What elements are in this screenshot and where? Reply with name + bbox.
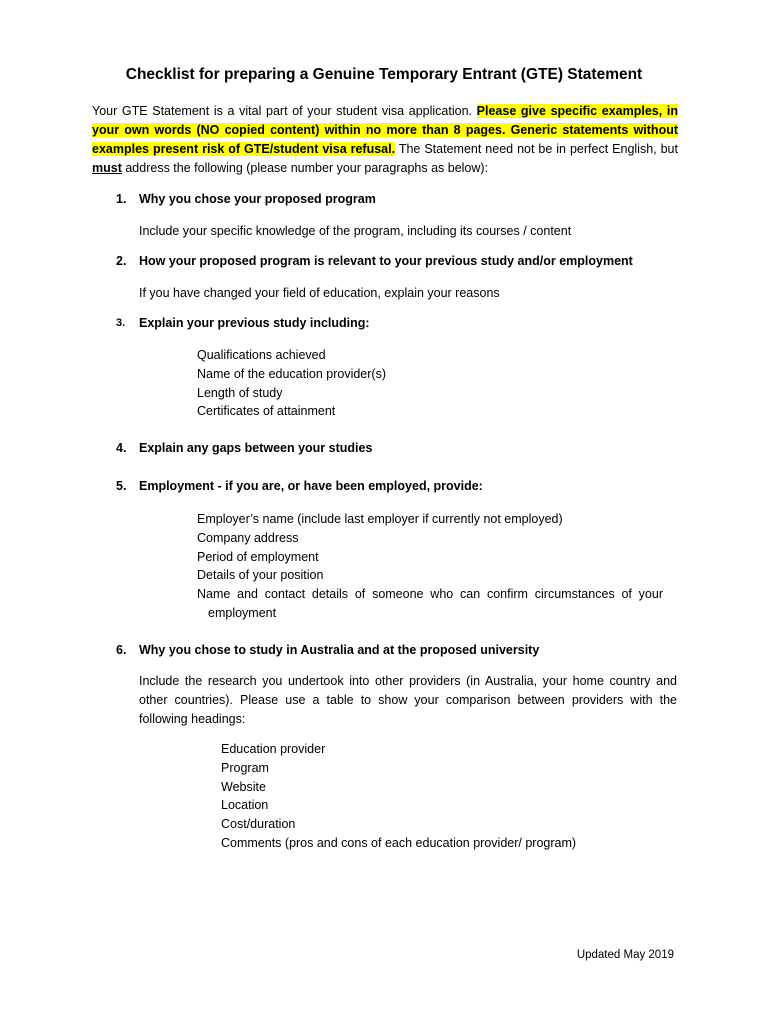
list-item: Website: [221, 779, 266, 794]
section-6-heading: Why you chose to study in Australia and at the proposed university: [139, 643, 540, 657]
list-item: Education provider: [221, 742, 326, 756]
document-title: Checklist for preparing a Genuine Temporary Entrant (GTE) Statement: [125, 66, 643, 83]
list-item: Details of your position: [197, 568, 324, 583]
list-item: Name and contact details of someone who can confirm circumstances of your: [197, 587, 663, 602]
section-3-number: 3.: [116, 317, 126, 329]
updated-date: Updated May 2019: [576, 949, 674, 961]
section-2-text: If you have changed your field of education, explain your reasons: [139, 286, 500, 300]
section-6-text: Include the research you undertook into other providers (in Australia, your home country and other countries). Please use a table to show your comparison between providers with the following headings:: [139, 674, 677, 726]
intro-text-2: The Statement need not be in perfect English, but: [395, 142, 678, 156]
section-1-text: Include your specific knowledge of the program, including its courses / content: [139, 224, 572, 238]
list-item-continuation-text: employment: [208, 605, 277, 620]
list-item-continuation: [197, 604, 663, 623]
section-2-heading: How your proposed program is relevant to your previous study and/or employment: [139, 254, 633, 268]
section-1-heading: Why you chose your proposed program: [139, 192, 376, 206]
list-item: Cost/duration: [221, 817, 296, 832]
list-item: Program: [221, 760, 269, 775]
intro-highlight: Please give specific examples, in your own words (NO copied content) within no more than 8 pages. Generic statements without examples present risk of GTE/student visa refusal.: [92, 104, 678, 156]
intro-text-1: Your GTE Statement is a vital part of your student visa application.: [92, 104, 477, 118]
list-item: Period of employment: [197, 549, 319, 564]
intro-paragraph: [92, 102, 678, 178]
intro-text-3: address the following (please number your paragraphs as below):: [121, 161, 489, 175]
section-5-heading: Employment - if you are, or have been employed, provide:: [139, 479, 483, 493]
list-item: Certificates of attainment: [197, 404, 336, 419]
section-5-list: [197, 510, 663, 623]
section-6-list: [221, 740, 576, 853]
list-item: Name of the education provider(s): [197, 366, 386, 381]
list-item: Qualifications achieved: [197, 348, 326, 362]
section-5-number: 5.: [116, 479, 127, 493]
section-1-number: 1.: [116, 192, 127, 206]
section-4-number: 4.: [116, 441, 127, 455]
list-item: Location: [221, 798, 269, 813]
list-item: Comments (pros and cons of each education provider/ program): [221, 835, 577, 850]
list-item: Length of study: [197, 385, 283, 400]
intro-must: must: [92, 161, 122, 175]
section-3-heading: Explain your previous study including:: [139, 316, 370, 330]
section-3-list: [197, 346, 386, 421]
list-item: Employer’s name (include last employer if currently not employed): [197, 512, 563, 526]
section-2-number: 2.: [116, 254, 127, 268]
section-4-heading: Explain any gaps between your studies: [139, 441, 373, 455]
list-item: Company address: [197, 530, 299, 545]
section-6-number: 6.: [116, 643, 127, 657]
